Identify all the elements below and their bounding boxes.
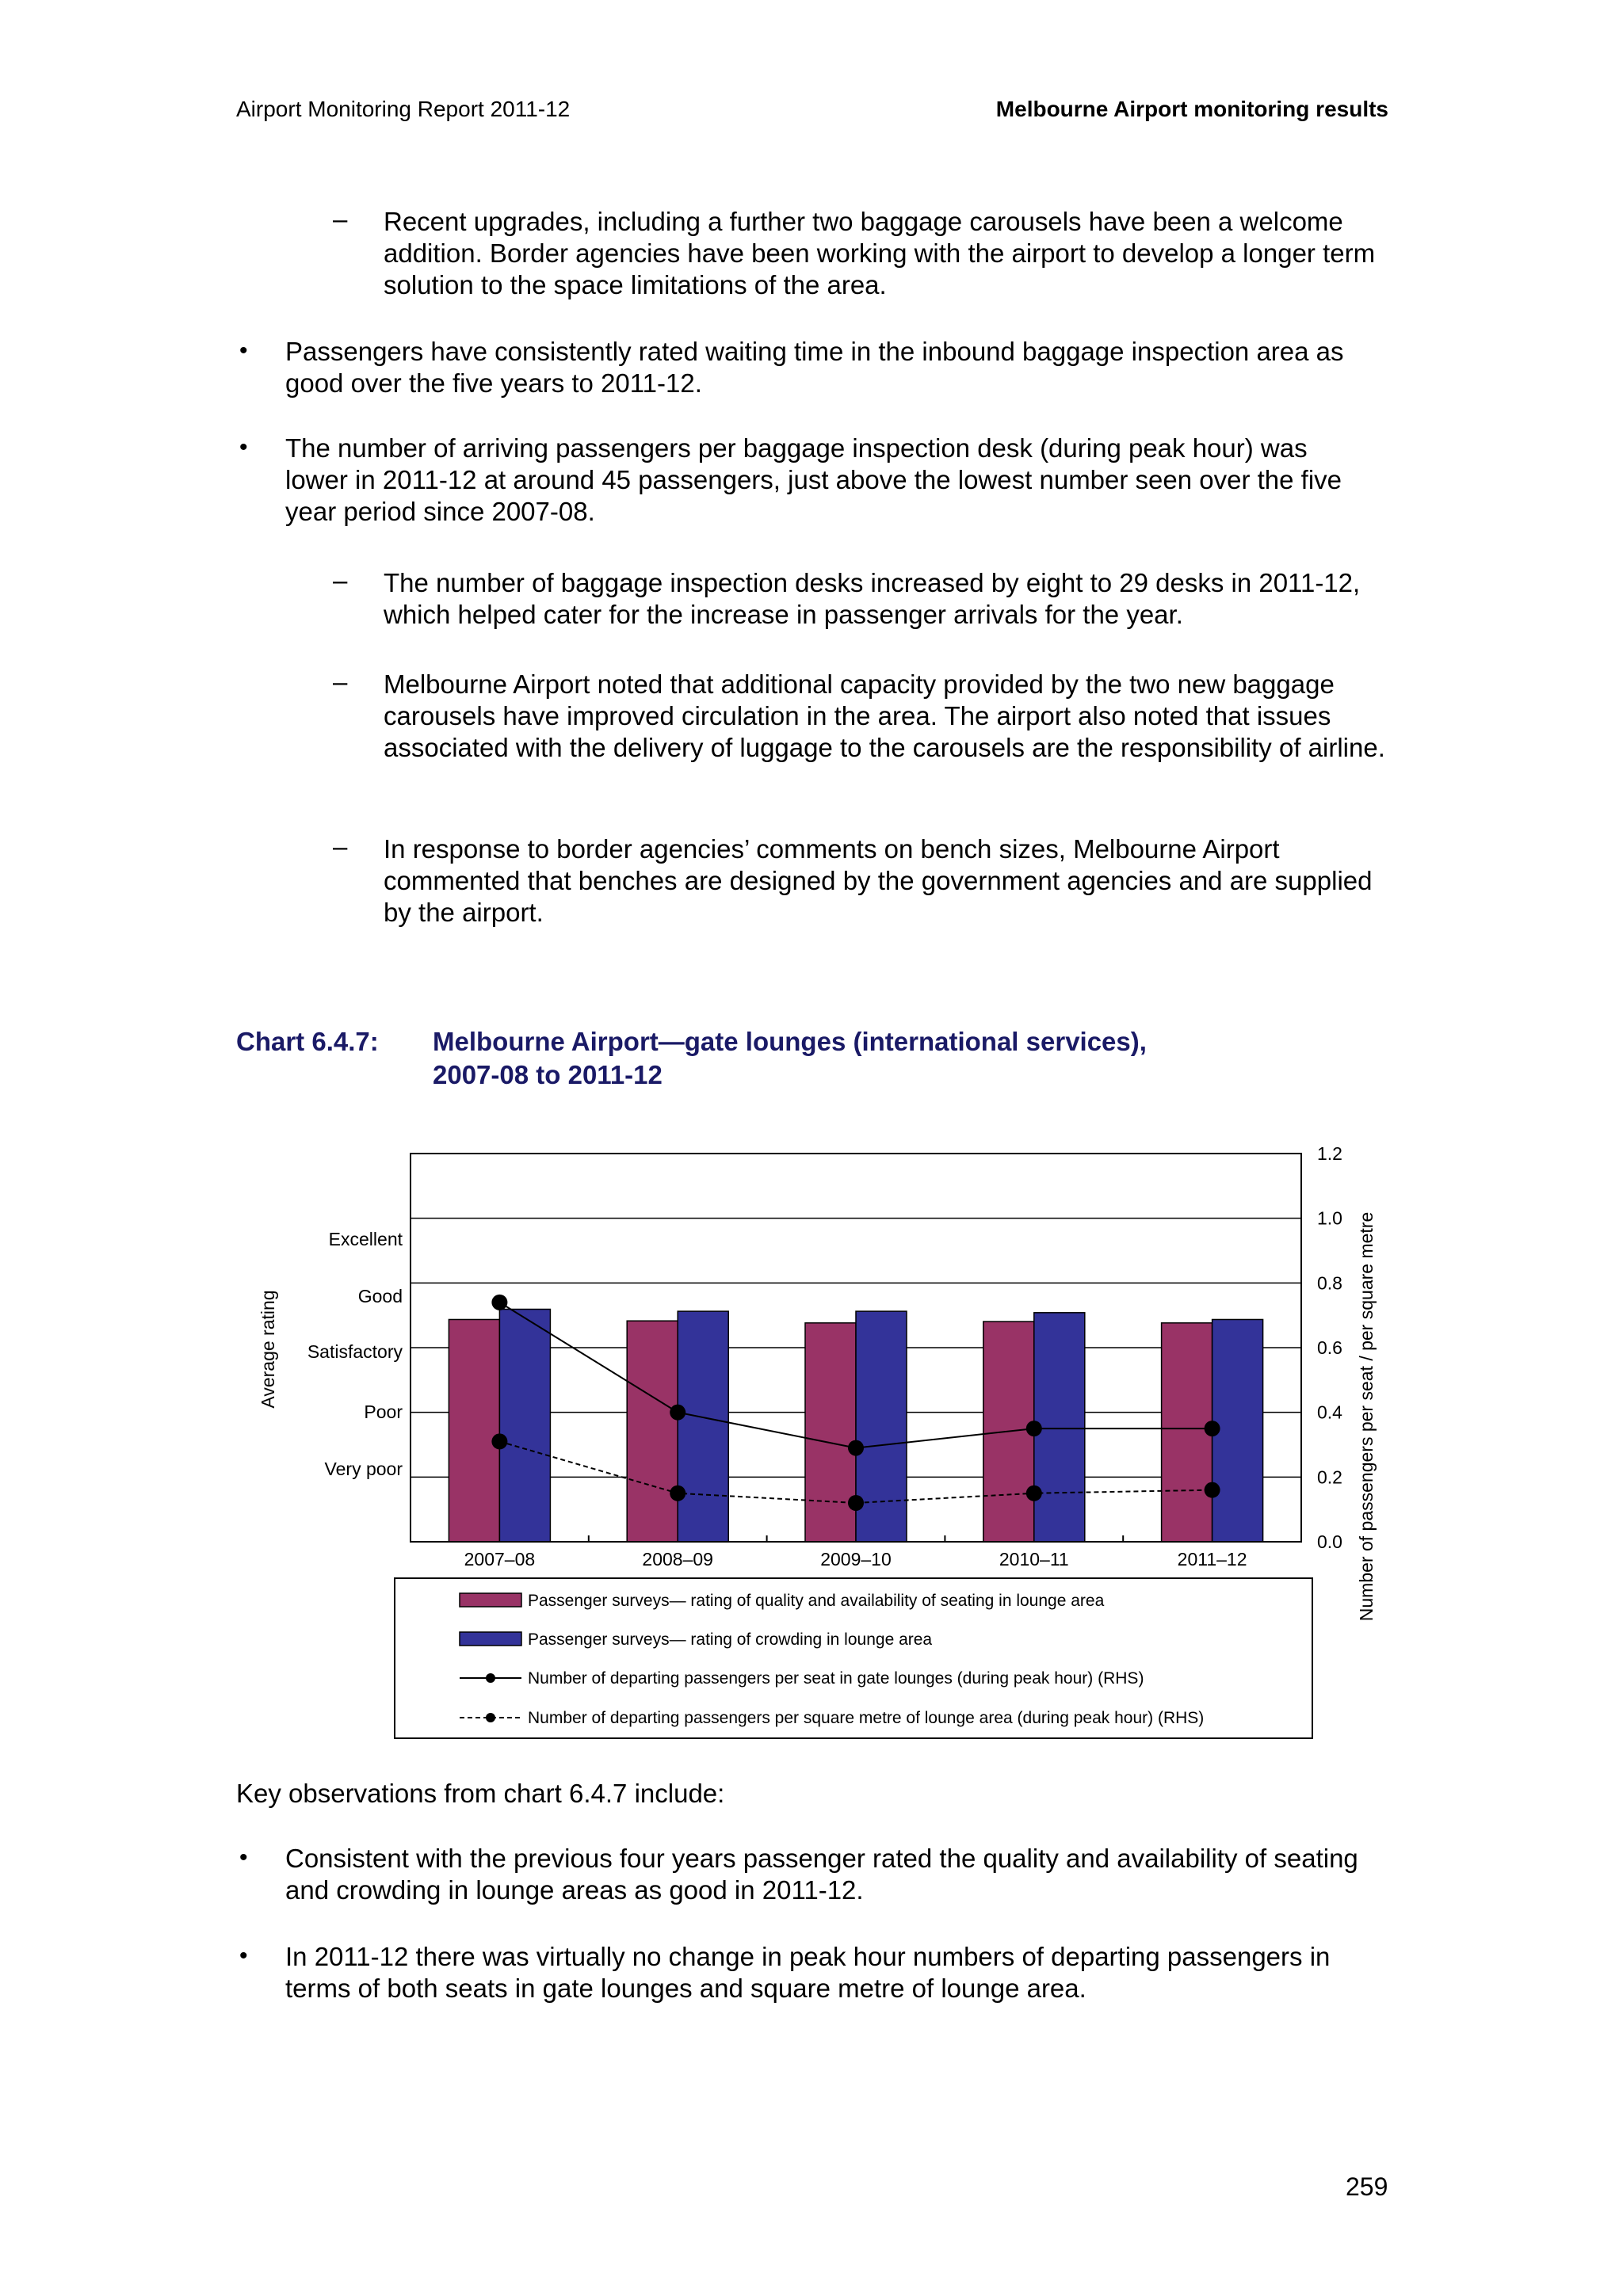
point-per-square-metre	[848, 1495, 864, 1511]
chart-label: Chart 6.4.7:	[236, 1027, 379, 1056]
bar-seating-rating	[1162, 1323, 1212, 1542]
point-per-seat	[1026, 1421, 1042, 1436]
x-axis-category-label: 2009–10	[820, 1549, 892, 1569]
bar-crowding-rating	[678, 1311, 728, 1542]
legend-swatch-seating	[460, 1593, 521, 1607]
dash-paragraph-benches: In response to border agencies’ comments on bench sizes, Melbourne Airport commented that benches are designed by the government agencies and are supplied by the airport.	[384, 834, 1373, 927]
header-report-title: Airport Monitoring Report 2011-12	[236, 97, 571, 121]
rating-label-very-poor: Very poor	[324, 1459, 403, 1479]
right-axis-tick-label: 1.2	[1317, 1143, 1342, 1164]
legend-swatch-crowding	[460, 1632, 521, 1646]
dash-paragraph-carousels: Melbourne Airport noted that additional capacity provided by the two new baggage carousels have improved circulation in the area. The airport also noted that issues associated with the delivery of luggage to the carousels are the responsibility of airline.	[384, 669, 1385, 762]
dash-paragraph-upgrades: Recent upgrades, including a further two baggage carousels have been a welcome addition. Border agencies have been working with the airport to develop a longer term solution to the space limitations of the area.	[384, 207, 1376, 299]
bar-seating-rating	[449, 1319, 499, 1542]
point-per-square-metre	[1205, 1482, 1220, 1498]
x-axis-category-label: 2007–08	[464, 1549, 536, 1569]
point-per-seat	[848, 1440, 864, 1456]
rating-label-satisfactory: Satisfactory	[307, 1341, 403, 1362]
bullet-marker: •	[239, 1844, 248, 1871]
bullet-marker: •	[239, 1943, 248, 1969]
rating-label-excellent: Excellent	[328, 1229, 403, 1249]
x-axis-category-label: 2011–12	[1177, 1549, 1247, 1569]
observation-seating-crowding: Consistent with the previous four years passenger rated the quality and availability of seating and crowding in lounge areas as good in 2011-12.	[285, 1844, 1358, 1905]
dash-marker: –	[333, 832, 348, 861]
right-axis-tick-label: 0.4	[1317, 1402, 1342, 1423]
right-axis-tick-label: 0.0	[1317, 1531, 1342, 1552]
bar-seating-rating	[805, 1323, 856, 1542]
dash-marker: –	[333, 667, 348, 696]
observations-intro: Key observations from chart 6.4.7 include:	[236, 1779, 725, 1808]
bar-crowding-rating	[499, 1310, 550, 1543]
point-per-square-metre	[1026, 1486, 1042, 1501]
bullet-marker: •	[239, 338, 248, 364]
point-per-seat	[670, 1405, 685, 1421]
x-axis-category-label: 2008–09	[642, 1549, 713, 1569]
point-per-square-metre	[670, 1486, 685, 1501]
observation-peak-hour: In 2011-12 there was virtually no change in peak hour numbers of departing passengers in terms of both seats in gate lounges and square metre of lounge area.	[285, 1942, 1331, 2003]
page-number: 259	[1346, 2172, 1388, 2201]
bar-crowding-rating	[856, 1311, 907, 1542]
right-axis-tick-label: 1.0	[1317, 1207, 1342, 1229]
chart-title-line-2: 2007-08 to 2011-12	[433, 1060, 663, 1089]
legend-label-per-sqm: Number of departing passengers per square metre of lounge area (during peak hour) (RHS)	[528, 1709, 1205, 1727]
header-section-title: Melbourne Airport monitoring results	[995, 97, 1388, 121]
rating-label-good: Good	[357, 1286, 403, 1306]
bar-seating-rating	[627, 1321, 678, 1542]
legend-marker-per-sqm	[486, 1713, 495, 1722]
x-axis-category-label: 2010–11	[999, 1549, 1069, 1569]
dash-marker: –	[333, 566, 348, 595]
right-axis-tick-label: 0.8	[1317, 1272, 1342, 1294]
legend-marker-per-seat	[486, 1673, 495, 1683]
right-axis-title: Number of passengers per seat / per square metre	[1356, 1211, 1377, 1622]
legend-label-seating: Passenger surveys— rating of quality and availability of seating in lounge area	[528, 1592, 1105, 1610]
point-per-seat	[1205, 1421, 1220, 1436]
left-axis-title: Average rating	[258, 1290, 278, 1409]
legend-label-crowding: Passenger surveys— rating of crowding in lounge area	[528, 1630, 933, 1649]
point-per-seat	[491, 1295, 507, 1310]
chart-title-line-1: Melbourne Airport—gate lounges (international services),	[433, 1027, 1147, 1056]
bullet-paragraph-waiting-time: Passengers have consistently rated waiting time in the inbound baggage inspection area as good over the five years to 2011-12.	[285, 337, 1344, 398]
rating-label-poor: Poor	[364, 1402, 403, 1422]
dash-marker: –	[333, 204, 348, 234]
bullet-marker: •	[239, 434, 248, 460]
bullet-paragraph-inspection-desk: The number of arriving passengers per baggage inspection desk (during peak hour) was lower in 2011-12 at around 45 passengers, just above the lowest number seen over the five year period since 2007-08.	[285, 433, 1342, 526]
legend-label-per-seat: Number of departing passengers per seat in gate lounges (during peak hour) (RHS)	[528, 1669, 1144, 1688]
right-axis-tick-label: 0.2	[1317, 1466, 1342, 1488]
dash-paragraph-desks: The number of baggage inspection desks increased by eight to 29 desks in 2011-12, which helped cater for the increase in passenger arrivals for the year.	[384, 568, 1361, 629]
right-axis-tick-label: 0.6	[1317, 1337, 1342, 1358]
point-per-square-metre	[491, 1433, 507, 1449]
